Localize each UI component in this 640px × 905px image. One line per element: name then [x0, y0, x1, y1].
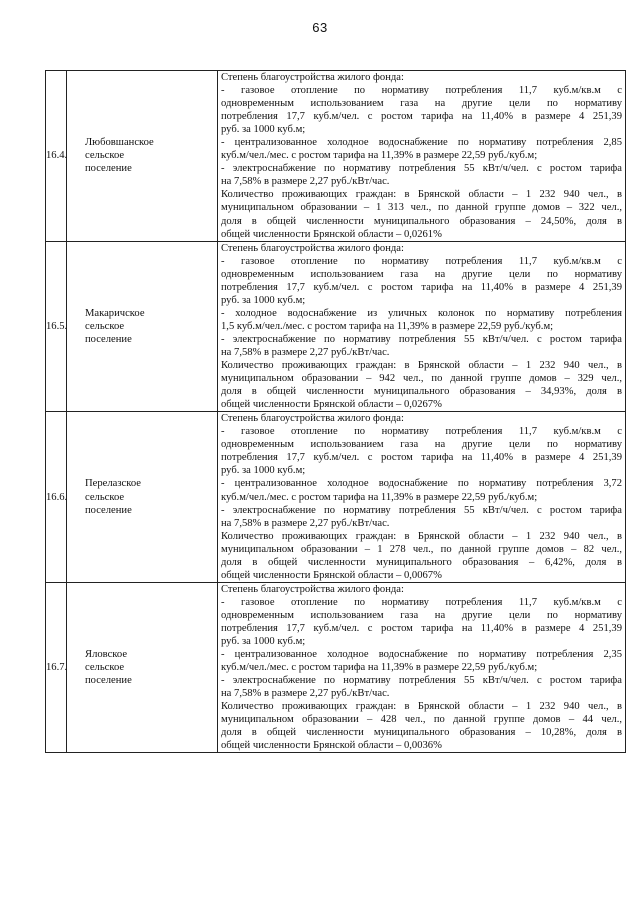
table-row	[46, 241, 626, 412]
settlements-table	[45, 70, 626, 753]
table-row	[46, 412, 626, 583]
settlement-name	[67, 412, 218, 583]
row-number: 16.7.	[46, 582, 67, 753]
table-row	[46, 582, 626, 753]
description-line: куб.м/чел./мес. с ростом тарифа на 11,39% в размере 22,59 руб./куб.м;	[221, 662, 538, 674]
description-line: - электроснабжение по нормативу потребления 55 кВт/ч/чел. с ростом тарифа	[221, 504, 622, 516]
description-line: Количество проживающих граждан: в Брянской области – 1 232 940 чел., в	[221, 701, 622, 713]
description-line: руб. за 1000 куб.м;	[221, 465, 306, 477]
page-number: 63	[312, 20, 328, 35]
description-line: доля в общей численности муниципального образования – 34,93%, доля в	[221, 386, 622, 398]
description-line: - электроснабжение по нормативу потребления 55 кВт/ч/чел. с ростом тарифа	[221, 333, 622, 345]
settlement-name	[67, 241, 218, 412]
settlement-name-line: Яловское	[85, 649, 128, 661]
description-line: Степень благоустройства жилого фонда:	[221, 72, 404, 83]
settlement-name-line: поселение	[85, 163, 132, 175]
description-line: потребления 17,7 куб.м/чел. с ростом тарифа на 11,40% в размере 4 251,39	[221, 111, 622, 123]
settlement-description	[218, 582, 626, 753]
row-number: 16.4.	[46, 71, 67, 242]
settlement-name-line: Любовшанское	[85, 137, 154, 149]
description-line: на 7,58% в размере 2,27 руб./кВт/час.	[221, 517, 390, 529]
description-line: куб.м/чел./мес. с ростом тарифа на 11,39% в размере 22,59 руб./куб.м;	[221, 491, 538, 503]
description-line: одновременным использованием газа на другие цели по нормативу	[221, 439, 622, 451]
description-line: руб. за 1000 куб.м;	[221, 294, 306, 306]
settlement-description	[218, 412, 626, 583]
settlement-name-line: Макаричское	[85, 307, 145, 319]
description-line: общей численности Брянской области – 0,0036%	[221, 740, 442, 752]
settlement-description	[218, 71, 626, 242]
settlement-name-line: сельское	[85, 662, 125, 674]
description-line: - электроснабжение по нормативу потребления 55 кВт/ч/чел. с ростом тарифа	[221, 163, 622, 175]
description-line: доля в общей численности муниципального образования – 6,42%, доля в	[221, 556, 622, 568]
description-line: муниципальном образовании – 1 278 чел., по данной группе домов – 82 чел.,	[221, 543, 622, 555]
settlement-name-line: поселение	[85, 333, 132, 345]
description-line: - электроснабжение по нормативу потребления 55 кВт/ч/чел. с ростом тарифа	[221, 675, 622, 687]
description-line: - централизованное холодное водоснабжение по нормативу потребления 3,72	[221, 478, 622, 490]
settlement-description	[218, 241, 626, 412]
description-line: 1,5 куб.м/чел./мес. с ростом тарифа на 11,39% в размере 22,59 руб./куб.м;	[221, 320, 554, 332]
row-number: 16.5.	[46, 241, 67, 412]
description-line: - газовое отопление по нормативу потребления 11,7 куб.м/кв.м с	[221, 255, 622, 267]
description-line: одновременным использованием газа на другие цели по нормативу	[221, 268, 622, 280]
settlement-name-line: сельское	[85, 320, 125, 332]
description-line: муниципальном образовании – 942 чел., по данной группе домов – 329 чел.,	[221, 373, 622, 385]
description-line: Количество проживающих граждан: в Брянской области – 1 232 940 чел., в	[221, 530, 622, 542]
description-line: одновременным использованием газа на другие цели по нормативу	[221, 609, 622, 621]
description-line: доля в общей численности муниципального образования – 10,28%, доля в	[221, 727, 622, 739]
description-line: потребления 17,7 куб.м/чел. с ростом тарифа на 11,40% в размере 4 251,39	[221, 452, 622, 464]
description-line: - газовое отопление по нормативу потребления 11,7 куб.м/кв.м с	[221, 596, 622, 608]
description-line: на 7,58% в размере 2,27 руб./кВт/час.	[221, 176, 390, 188]
row-number: 16.6.	[46, 412, 67, 583]
description-line: доля в общей численности муниципального образования – 24,50%, доля в	[221, 215, 622, 227]
description-line: потребления 17,7 куб.м/чел. с ростом тарифа на 11,40% в размере 4 251,39	[221, 281, 622, 293]
settlement-name-line: поселение	[85, 504, 132, 516]
settlement-name-line: поселение	[85, 675, 132, 687]
description-line: куб.м/чел./мес. с ростом тарифа на 11,39% в размере 22,59 руб./куб.м;	[221, 150, 538, 162]
description-line: Количество проживающих граждан: в Брянской области – 1 232 940 чел., в	[221, 360, 622, 372]
settlement-name-line: сельское	[85, 150, 125, 162]
description-line: одновременным использованием газа на другие цели по нормативу	[221, 98, 622, 110]
description-line: потребления 17,7 куб.м/чел. с ростом тарифа на 11,40% в размере 4 251,39	[221, 622, 622, 634]
description-line: - централизованное холодное водоснабжение по нормативу потребления 2,85	[221, 137, 622, 149]
description-line: Степень благоустройства жилого фонда:	[221, 242, 404, 254]
description-line: Степень благоустройства жилого фонда:	[221, 413, 404, 425]
settlement-name-line: Перелазское	[85, 478, 141, 490]
description-line: на 7,58% в размере 2,27 руб./кВт/час.	[221, 346, 390, 358]
table-row	[46, 71, 626, 242]
description-line: руб. за 1000 куб.м;	[221, 124, 306, 136]
description-line: Количество проживающих граждан: в Брянской области – 1 232 940 чел., в	[221, 189, 622, 201]
description-line: общей численности Брянской области – 0,0267%	[221, 399, 442, 411]
description-line: общей численности Брянской области – 0,0067%	[221, 569, 442, 581]
description-line: на 7,58% в размере 2,27 руб./кВт/час.	[221, 688, 390, 700]
settlement-name	[67, 71, 218, 242]
description-line: общей численности Брянской области – 0,0261%	[221, 228, 442, 240]
description-line: - газовое отопление по нормативу потребления 11,7 куб.м/кв.м с	[221, 85, 622, 97]
settlement-name	[67, 582, 218, 753]
description-line: - холодное водоснабжение из уличных колонок по нормативу потребления	[221, 307, 622, 319]
description-line: Степень благоустройства жилого фонда:	[221, 583, 404, 595]
settlement-name-line: сельское	[85, 491, 125, 503]
description-line: муниципальном образовании – 428 чел., по данной группе домов – 44 чел.,	[221, 714, 622, 726]
description-line: муниципальном образовании – 1 313 чел., по данной группе домов – 322 чел.,	[221, 202, 622, 214]
description-line: - газовое отопление по нормативу потребления 11,7 куб.м/кв.м с	[221, 426, 622, 438]
description-line: - централизованное холодное водоснабжение по нормативу потребления 2,35	[221, 649, 622, 661]
description-line: руб. за 1000 куб.м;	[221, 636, 306, 648]
